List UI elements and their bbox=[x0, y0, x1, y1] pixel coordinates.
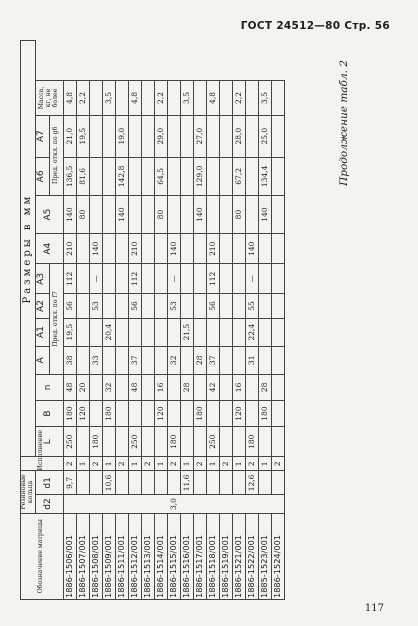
cell-A3 bbox=[76, 264, 89, 294]
cell-A1 bbox=[128, 318, 141, 346]
table-row bbox=[271, 41, 284, 600]
cell-n: 28 bbox=[258, 374, 271, 400]
col-n-header: n bbox=[35, 374, 63, 400]
designation-cell: 1886-1512/001 bbox=[128, 513, 141, 599]
cell-B bbox=[219, 400, 232, 426]
cell-A5: 140 bbox=[115, 195, 128, 233]
cell-m bbox=[115, 81, 128, 115]
col-A2-header: A2 bbox=[35, 294, 49, 318]
cell-A3 bbox=[154, 264, 167, 294]
cell-A3: — bbox=[89, 264, 102, 294]
cell-ver: 2 bbox=[115, 457, 128, 471]
cell-n: 28 bbox=[180, 374, 193, 400]
page-number: 117 bbox=[364, 603, 384, 614]
col-designation-header: Обозначение матрицы bbox=[21, 513, 64, 599]
cell-B: 180 bbox=[102, 400, 115, 426]
table-row bbox=[193, 41, 206, 600]
cell-d1 bbox=[115, 471, 128, 495]
cell-A7 bbox=[128, 115, 141, 157]
cell-A bbox=[141, 346, 154, 374]
cell-L bbox=[180, 427, 193, 457]
cell-A2: 55 bbox=[245, 294, 258, 318]
cell-m: 3,5 bbox=[102, 81, 115, 115]
cell-A4: 140 bbox=[89, 234, 102, 264]
designation-cell: 1886-1524/001 bbox=[271, 513, 284, 599]
cell-m bbox=[245, 81, 258, 115]
col-A3-header: A3 bbox=[35, 264, 49, 294]
cell-A1 bbox=[206, 318, 219, 346]
cell-L: 180 bbox=[89, 427, 102, 457]
cell-A4 bbox=[154, 234, 167, 264]
cell-A4 bbox=[258, 234, 271, 264]
cell-m: 4,8 bbox=[206, 81, 219, 115]
cell-A6 bbox=[89, 157, 102, 195]
cell-m bbox=[219, 81, 232, 115]
cell-A3 bbox=[232, 264, 245, 294]
designation-cell: 1886-1515/001 bbox=[167, 513, 180, 599]
cell-A6 bbox=[271, 157, 284, 195]
cell-L bbox=[271, 427, 284, 457]
tolerance-f7-header: Пред. откл. по f7 bbox=[49, 264, 63, 375]
cell-A2 bbox=[219, 294, 232, 318]
cell-B bbox=[128, 400, 141, 426]
cell-A6 bbox=[245, 157, 258, 195]
cell-A bbox=[258, 346, 271, 374]
col-mass-header: Масса, кг, не более bbox=[35, 81, 63, 115]
cell-ver: 1 bbox=[206, 457, 219, 471]
cell-A5 bbox=[102, 195, 115, 233]
cell-ver: 1 bbox=[232, 457, 245, 471]
cell-m: 4,8 bbox=[63, 81, 76, 115]
cell-d1: 12,6 bbox=[245, 471, 258, 495]
cell-A3: — bbox=[245, 264, 258, 294]
cell-A: 33 bbox=[89, 346, 102, 374]
cell-A1 bbox=[219, 318, 232, 346]
cell-A2 bbox=[193, 294, 206, 318]
cell-n bbox=[271, 374, 284, 400]
cell-A7 bbox=[206, 115, 219, 157]
table-row bbox=[219, 41, 232, 600]
table-title: Размеры в мм bbox=[21, 41, 36, 457]
cell-B: 120 bbox=[232, 400, 245, 426]
cell-ver: 1 bbox=[76, 457, 89, 471]
cell-A5 bbox=[245, 195, 258, 233]
cell-A5 bbox=[167, 195, 180, 233]
cell-A1 bbox=[89, 318, 102, 346]
cell-L bbox=[141, 427, 154, 457]
designation-cell: 1886-1509/001 bbox=[102, 513, 115, 599]
cell-L bbox=[232, 427, 245, 457]
col-A5-header: A5 bbox=[35, 195, 63, 233]
cell-m: 4,8 bbox=[128, 81, 141, 115]
cell-m: 2,2 bbox=[154, 81, 167, 115]
cell-L: 180 bbox=[245, 427, 258, 457]
cell-n bbox=[245, 374, 258, 400]
cell-A1 bbox=[232, 318, 245, 346]
cell-n: 20 bbox=[76, 374, 89, 400]
cell-A4 bbox=[271, 234, 284, 264]
designation-cell: 1886-1522/001 bbox=[245, 513, 258, 599]
cell-A7: 19,0 bbox=[115, 115, 128, 157]
cell-A7: 29,0 bbox=[154, 115, 167, 157]
cell-A: 37 bbox=[206, 346, 219, 374]
cell-A2 bbox=[154, 294, 167, 318]
table-row bbox=[180, 41, 193, 600]
cell-A1: 22,4 bbox=[245, 318, 258, 346]
cell-A4: 140 bbox=[167, 234, 180, 264]
table-row bbox=[141, 41, 154, 600]
table-row bbox=[102, 41, 115, 600]
col-d1-header: d1 bbox=[35, 471, 63, 495]
cell-A7 bbox=[141, 115, 154, 157]
col-B-header: B bbox=[35, 400, 63, 426]
cell-ver: 2 bbox=[167, 457, 180, 471]
table-row bbox=[115, 41, 128, 600]
cell-d1 bbox=[128, 471, 141, 495]
cell-A5 bbox=[89, 195, 102, 233]
col-A1-header: A1 bbox=[35, 318, 49, 346]
table-row bbox=[232, 41, 245, 600]
cell-A5: 80 bbox=[76, 195, 89, 233]
cell-ver: 2 bbox=[245, 457, 258, 471]
cell-ver: 2 bbox=[89, 457, 102, 471]
cell-ver: 1 bbox=[180, 457, 193, 471]
cell-A6: 142,8 bbox=[115, 157, 128, 195]
cell-A5: 80 bbox=[232, 195, 245, 233]
cell-d1: 10,6 bbox=[102, 471, 115, 495]
cell-A3: 112 bbox=[128, 264, 141, 294]
cell-A7 bbox=[219, 115, 232, 157]
cell-A2 bbox=[271, 294, 284, 318]
cell-L bbox=[219, 427, 232, 457]
cell-n bbox=[167, 374, 180, 400]
cell-A4 bbox=[219, 234, 232, 264]
cell-A6 bbox=[141, 157, 154, 195]
cell-m bbox=[193, 81, 206, 115]
cell-n: 16 bbox=[154, 374, 167, 400]
table-row bbox=[258, 41, 271, 600]
designation-cell: 1886-1513/001 bbox=[141, 513, 154, 599]
cell-d1 bbox=[206, 471, 219, 495]
cell-A6: 81,6 bbox=[76, 157, 89, 195]
page-header: ГОСТ 24512—80 Стр. 56 bbox=[240, 20, 390, 32]
designation-cell: 1886-1516/001 bbox=[180, 513, 193, 599]
designation-cell: 1885-1523/001 bbox=[258, 513, 271, 599]
cell-L bbox=[193, 427, 206, 457]
cell-A4 bbox=[180, 234, 193, 264]
cell-d1 bbox=[89, 471, 102, 495]
designation-cell: 1886-1508/001 bbox=[89, 513, 102, 599]
cell-n: 48 bbox=[128, 374, 141, 400]
cell-A1 bbox=[115, 318, 128, 346]
cell-A2: 56 bbox=[128, 294, 141, 318]
cell-B bbox=[115, 400, 128, 426]
cell-d1 bbox=[193, 471, 206, 495]
cell-A6: 134,4 bbox=[258, 157, 271, 195]
cell-A4: 210 bbox=[206, 234, 219, 264]
cell-d1 bbox=[258, 471, 271, 495]
cell-n bbox=[193, 374, 206, 400]
cell-A6: 136,5 bbox=[63, 157, 76, 195]
cell-L bbox=[258, 427, 271, 457]
cell-A5 bbox=[219, 195, 232, 233]
cell-B: 180 bbox=[258, 400, 271, 426]
cell-d1 bbox=[154, 471, 167, 495]
rotated-table-container bbox=[20, 40, 312, 600]
cell-A7 bbox=[180, 115, 193, 157]
cell-A7: 27,0 bbox=[193, 115, 206, 157]
cell-A1 bbox=[271, 318, 284, 346]
cell-A4 bbox=[102, 234, 115, 264]
cell-A6: 67,2 bbox=[232, 157, 245, 195]
cell-d1 bbox=[76, 471, 89, 495]
col-A4-header: A4 bbox=[35, 234, 63, 264]
cell-A7: 28,0 bbox=[232, 115, 245, 157]
cell-A1: 19,5 bbox=[63, 318, 76, 346]
cell-ver: 2 bbox=[193, 457, 206, 471]
cell-A3 bbox=[141, 264, 154, 294]
cell-A1 bbox=[154, 318, 167, 346]
cell-ver: 2 bbox=[271, 457, 284, 471]
cell-A6 bbox=[102, 157, 115, 195]
cell-A4 bbox=[115, 234, 128, 264]
table-continuation-label: Продолжение табл. 2 bbox=[338, 60, 350, 186]
cell-A2 bbox=[115, 294, 128, 318]
cell-L: 250 bbox=[206, 427, 219, 457]
designation-cell: 1886-1519/001 bbox=[219, 513, 232, 599]
cell-A7 bbox=[102, 115, 115, 157]
cell-A6 bbox=[206, 157, 219, 195]
cell-A3 bbox=[258, 264, 271, 294]
cell-B: 120 bbox=[154, 400, 167, 426]
cell-A4 bbox=[232, 234, 245, 264]
designation-cell: 1886-1514/001 bbox=[154, 513, 167, 599]
cell-d1: 11,6 bbox=[180, 471, 193, 495]
cell-L bbox=[76, 427, 89, 457]
cell-A bbox=[180, 346, 193, 374]
cell-A2: 53 bbox=[89, 294, 102, 318]
designation-cell: 1886-1521/001 bbox=[232, 513, 245, 599]
cell-A3 bbox=[180, 264, 193, 294]
cell-m bbox=[89, 81, 102, 115]
cell-A7 bbox=[89, 115, 102, 157]
cell-A bbox=[102, 346, 115, 374]
cell-A1 bbox=[193, 318, 206, 346]
cell-A4 bbox=[76, 234, 89, 264]
cell-A4: 210 bbox=[128, 234, 141, 264]
cell-A5: 140 bbox=[63, 195, 76, 233]
cell-n: 48 bbox=[63, 374, 76, 400]
designation-cell: 1886-1517/001 bbox=[193, 513, 206, 599]
table-row bbox=[76, 41, 89, 600]
cell-A1: 20,4 bbox=[102, 318, 115, 346]
cell-A: 28 bbox=[193, 346, 206, 374]
col-A6-header: A6 bbox=[35, 157, 49, 195]
cell-A3: 112 bbox=[206, 264, 219, 294]
col-L-header: L bbox=[35, 427, 63, 457]
cell-B bbox=[206, 400, 219, 426]
cell-A5 bbox=[128, 195, 141, 233]
cell-B bbox=[167, 400, 180, 426]
cell-d1 bbox=[219, 471, 232, 495]
cell-A6 bbox=[219, 157, 232, 195]
table-row bbox=[89, 41, 102, 600]
cell-A: 32 bbox=[167, 346, 180, 374]
col-rings-header: Резиновые кольца bbox=[21, 471, 36, 513]
cell-A2 bbox=[258, 294, 271, 318]
cell-ver: 1 bbox=[128, 457, 141, 471]
cell-L bbox=[115, 427, 128, 457]
d2-cell: 3,0 bbox=[63, 495, 284, 513]
cell-A2 bbox=[76, 294, 89, 318]
cell-A bbox=[154, 346, 167, 374]
cell-A1 bbox=[258, 318, 271, 346]
cell-B bbox=[180, 400, 193, 426]
cell-A2: 56 bbox=[63, 294, 76, 318]
cell-A: 37 bbox=[128, 346, 141, 374]
cell-A4 bbox=[193, 234, 206, 264]
cell-A2: 56 bbox=[206, 294, 219, 318]
cell-L bbox=[102, 427, 115, 457]
designation-cell: 1886-1518/001 bbox=[206, 513, 219, 599]
table-row bbox=[63, 41, 76, 600]
cell-A bbox=[76, 346, 89, 374]
cell-m bbox=[167, 81, 180, 115]
cell-B bbox=[89, 400, 102, 426]
cell-ver: 1 bbox=[258, 457, 271, 471]
table-row bbox=[154, 41, 167, 600]
cell-ver: 2 bbox=[63, 457, 76, 471]
cell-m: 3,5 bbox=[258, 81, 271, 115]
cell-A7: 25,0 bbox=[258, 115, 271, 157]
col-A-header: A bbox=[35, 346, 49, 374]
dimensions-table bbox=[20, 40, 285, 600]
table-row bbox=[167, 41, 180, 600]
cell-A7 bbox=[271, 115, 284, 157]
cell-A6 bbox=[167, 157, 180, 195]
cell-A6 bbox=[180, 157, 193, 195]
cell-A2 bbox=[102, 294, 115, 318]
col-A7-header: A7 bbox=[35, 115, 49, 157]
cell-n bbox=[219, 374, 232, 400]
cell-A5 bbox=[206, 195, 219, 233]
cell-A5: 140 bbox=[193, 195, 206, 233]
cell-n: 32 bbox=[102, 374, 115, 400]
cell-L: 250 bbox=[128, 427, 141, 457]
designation-cell: 1886-1507/001 bbox=[76, 513, 89, 599]
cell-A5 bbox=[180, 195, 193, 233]
cell-A: 38 bbox=[63, 346, 76, 374]
cell-n: 42 bbox=[206, 374, 219, 400]
cell-n bbox=[115, 374, 128, 400]
cell-A2: 53 bbox=[167, 294, 180, 318]
cell-A6 bbox=[128, 157, 141, 195]
cell-A2 bbox=[141, 294, 154, 318]
cell-B bbox=[245, 400, 258, 426]
cell-A7 bbox=[245, 115, 258, 157]
cell-B: 180 bbox=[63, 400, 76, 426]
cell-A7 bbox=[167, 115, 180, 157]
tolerance-g6-header: Пред. откл. по g6 bbox=[49, 115, 63, 195]
cell-A2 bbox=[232, 294, 245, 318]
table-row bbox=[245, 41, 258, 600]
cell-A2 bbox=[180, 294, 193, 318]
col-d2-header: d2 bbox=[35, 495, 63, 513]
cell-A1 bbox=[76, 318, 89, 346]
cell-A3 bbox=[271, 264, 284, 294]
cell-n: 16 bbox=[232, 374, 245, 400]
designation-cell: 1886-1506/001 bbox=[63, 513, 76, 599]
cell-ver: 1 bbox=[154, 457, 167, 471]
cell-A3 bbox=[193, 264, 206, 294]
cell-d1 bbox=[141, 471, 154, 495]
cell-A5 bbox=[141, 195, 154, 233]
cell-A1 bbox=[167, 318, 180, 346]
cell-A: 31 bbox=[245, 346, 258, 374]
cell-A5: 80 bbox=[154, 195, 167, 233]
cell-ver: 2 bbox=[141, 457, 154, 471]
cell-A bbox=[219, 346, 232, 374]
cell-d1 bbox=[232, 471, 245, 495]
cell-n bbox=[89, 374, 102, 400]
cell-A bbox=[271, 346, 284, 374]
cell-ver: 1 bbox=[102, 457, 115, 471]
cell-ver: 2 bbox=[219, 457, 232, 471]
cell-A7: 21,0 bbox=[63, 115, 76, 157]
cell-A7: 19,5 bbox=[76, 115, 89, 157]
cell-m bbox=[141, 81, 154, 115]
cell-A4 bbox=[141, 234, 154, 264]
cell-A6: 129,0 bbox=[193, 157, 206, 195]
cell-A3 bbox=[102, 264, 115, 294]
cell-A6: 64,5 bbox=[154, 157, 167, 195]
cell-A3 bbox=[219, 264, 232, 294]
cell-B: 120 bbox=[76, 400, 89, 426]
cell-L bbox=[154, 427, 167, 457]
cell-d1: 9,7 bbox=[63, 471, 76, 495]
table-body bbox=[63, 41, 284, 600]
cell-n bbox=[141, 374, 154, 400]
cell-A3: 112 bbox=[63, 264, 76, 294]
cell-A3 bbox=[115, 264, 128, 294]
cell-A1: 21,5 bbox=[180, 318, 193, 346]
cell-A bbox=[232, 346, 245, 374]
col-version-header: Исполнение bbox=[21, 457, 64, 471]
cell-B bbox=[141, 400, 154, 426]
cell-A5: 140 bbox=[258, 195, 271, 233]
cell-A bbox=[115, 346, 128, 374]
cell-m: 3,5 bbox=[180, 81, 193, 115]
table-row bbox=[128, 41, 141, 600]
cell-d1 bbox=[271, 471, 284, 495]
table-row bbox=[206, 41, 219, 600]
cell-d1 bbox=[167, 471, 180, 495]
cell-A3: — bbox=[167, 264, 180, 294]
cell-A4: 140 bbox=[245, 234, 258, 264]
cell-m: 2,2 bbox=[232, 81, 245, 115]
cell-B bbox=[271, 400, 284, 426]
cell-A5 bbox=[271, 195, 284, 233]
cell-L: 250 bbox=[63, 427, 76, 457]
designation-cell: 1886-1511/001 bbox=[115, 513, 128, 599]
cell-L: 180 bbox=[167, 427, 180, 457]
cell-A1 bbox=[141, 318, 154, 346]
cell-A4: 210 bbox=[63, 234, 76, 264]
cell-m bbox=[271, 81, 284, 115]
cell-B: 180 bbox=[193, 400, 206, 426]
cell-m: 2,2 bbox=[76, 81, 89, 115]
